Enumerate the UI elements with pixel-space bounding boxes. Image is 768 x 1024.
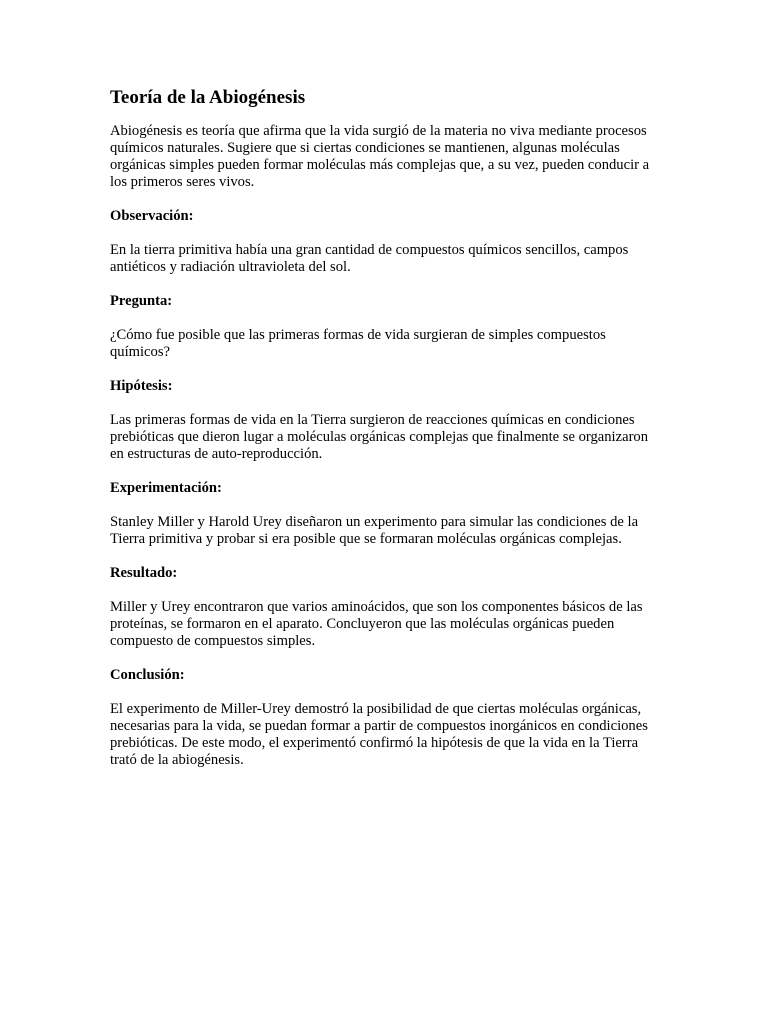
section-body: Miller y Urey encontraron que varios aminoácidos, que son los componentes básicos de las proteínas, se formaron en el aparato. Concluyeron que las moléculas orgánicas pueden compuesto de compuestos simples. xyxy=(110,599,643,649)
section-heading: Observación: xyxy=(110,208,194,224)
section-body: ¿Cómo fue posible que las primeras formas de vida surgieran de simples compuestos químicos? xyxy=(110,327,606,360)
section-resultado xyxy=(110,565,658,650)
document-title: Teoría de la Abiogénesis xyxy=(110,87,306,108)
section-body: En la tierra primitiva había una gran cantidad de compuestos químicos sencillos, campos antiéticos y radiación ultravioleta del sol. xyxy=(110,242,629,275)
section-body: Stanley Miller y Harold Urey diseñaron un experimento para simular las condiciones de la Tierra primitiva y probar si era posible que se formaran moléculas orgánicas complejas. xyxy=(110,514,639,547)
document-page xyxy=(110,86,658,786)
section-pregunta xyxy=(110,293,658,361)
section-body: El experimento de Miller-Urey demostró la posibilidad de que ciertas moléculas orgánicas, necesarias para la vida, se puedan formar a partir de compuestos inorgánicos en condiciones prebióticas. De este modo, el experimentó confirmó la hipótesis de que la vida en la Tierra trató de la abiogénesis. xyxy=(110,701,648,768)
section-body: Las primeras formas de vida en la Tierra surgieron de reacciones químicas en condiciones prebióticas que dieron lugar a moléculas orgánicas complejas que finalmente se organizaron en estructuras de auto-reproducción. xyxy=(110,412,649,462)
section-heading: Conclusión: xyxy=(110,667,185,683)
intro-paragraph: Abiogénesis es teoría que afirma que la vida surgió de la materia no viva mediante procesos químicos naturales. Sugiere que si ciertas condiciones se mantienen, algunas moléculas orgánicas simples pueden formar moléculas más complejas que, a su vez, pueden conducir a los primeros seres vivos. xyxy=(110,123,650,190)
section-conclusion xyxy=(110,667,658,769)
section-heading: Experimentación: xyxy=(110,480,222,496)
section-heading: Pregunta: xyxy=(110,293,173,309)
section-heading: Hipótesis: xyxy=(110,378,173,394)
section-hipotesis xyxy=(110,378,658,463)
section-heading: Resultado: xyxy=(110,565,178,581)
section-observacion xyxy=(110,208,658,276)
section-experimentacion xyxy=(110,480,658,548)
